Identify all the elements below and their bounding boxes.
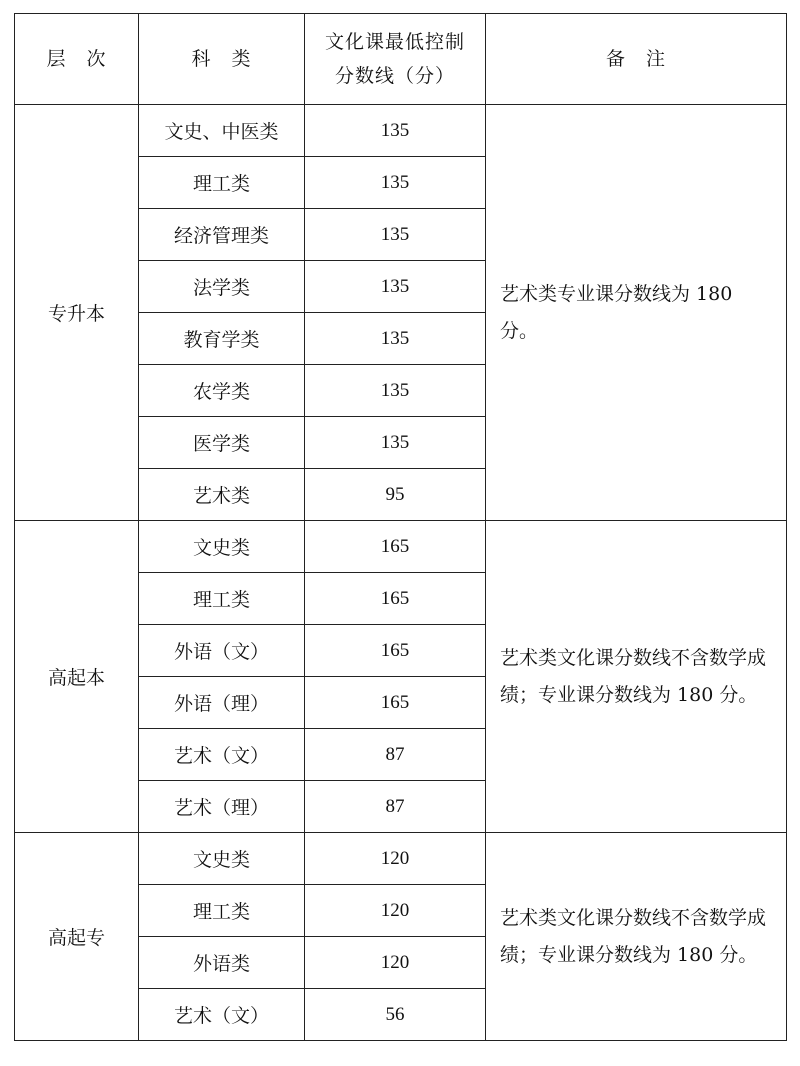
header-score [305,14,486,105]
score-cell: 165 [305,677,486,729]
note-cell: 艺术类文化课分数线不含数学成绩；专业课分数线为 180 分。 [486,833,787,1041]
table-row [15,521,787,573]
level-cell: 高起本 [15,521,139,833]
header-score-line2: 分数线（分） [334,65,455,87]
subject-cell: 艺术（理） [139,781,305,833]
header-score-line1: 文化课最低控制 [324,31,465,53]
score-cell: 135 [305,261,486,313]
header-subject: 科 类 [139,14,305,105]
level-cell: 专升本 [15,105,139,521]
subject-cell: 外语类 [139,937,305,989]
subject-cell: 经济管理类 [139,209,305,261]
score-cell: 135 [305,157,486,209]
header-row [15,14,787,105]
subject-cell: 艺术类 [139,469,305,521]
subject-cell: 艺术（文） [139,729,305,781]
subject-cell: 文史、中医类 [139,105,305,157]
header-note: 备 注 [486,14,787,105]
note-cell: 艺术类专业课分数线为 180 分。 [486,105,787,521]
score-table [14,13,787,1041]
level-cell: 高起专 [15,833,139,1041]
score-cell: 87 [305,729,486,781]
score-cell: 135 [305,365,486,417]
subject-cell: 法学类 [139,261,305,313]
score-cell: 120 [305,885,486,937]
score-cell: 87 [305,781,486,833]
score-cell: 56 [305,989,486,1041]
table-body [15,105,787,1041]
score-cell: 165 [305,625,486,677]
note-cell: 艺术类文化课分数线不含数学成绩；专业课分数线为 180 分。 [486,521,787,833]
score-cell: 135 [305,209,486,261]
subject-cell: 医学类 [139,417,305,469]
score-cell: 135 [305,417,486,469]
subject-cell: 艺术（文） [139,989,305,1041]
header-level: 层 次 [15,14,139,105]
subject-cell: 理工类 [139,573,305,625]
score-cell: 120 [305,833,486,885]
score-cell: 120 [305,937,486,989]
subject-cell: 外语（理） [139,677,305,729]
subject-cell: 外语（文） [139,625,305,677]
subject-cell: 理工类 [139,885,305,937]
score-cell: 95 [305,469,486,521]
table-row [15,833,787,885]
subject-cell: 农学类 [139,365,305,417]
table-header [15,14,787,105]
score-cell: 135 [305,313,486,365]
subject-cell: 教育学类 [139,313,305,365]
score-cell: 135 [305,105,486,157]
score-cell: 165 [305,573,486,625]
subject-cell: 文史类 [139,521,305,573]
table-row [15,105,787,157]
score-cell: 165 [305,521,486,573]
subject-cell: 文史类 [139,833,305,885]
subject-cell: 理工类 [139,157,305,209]
